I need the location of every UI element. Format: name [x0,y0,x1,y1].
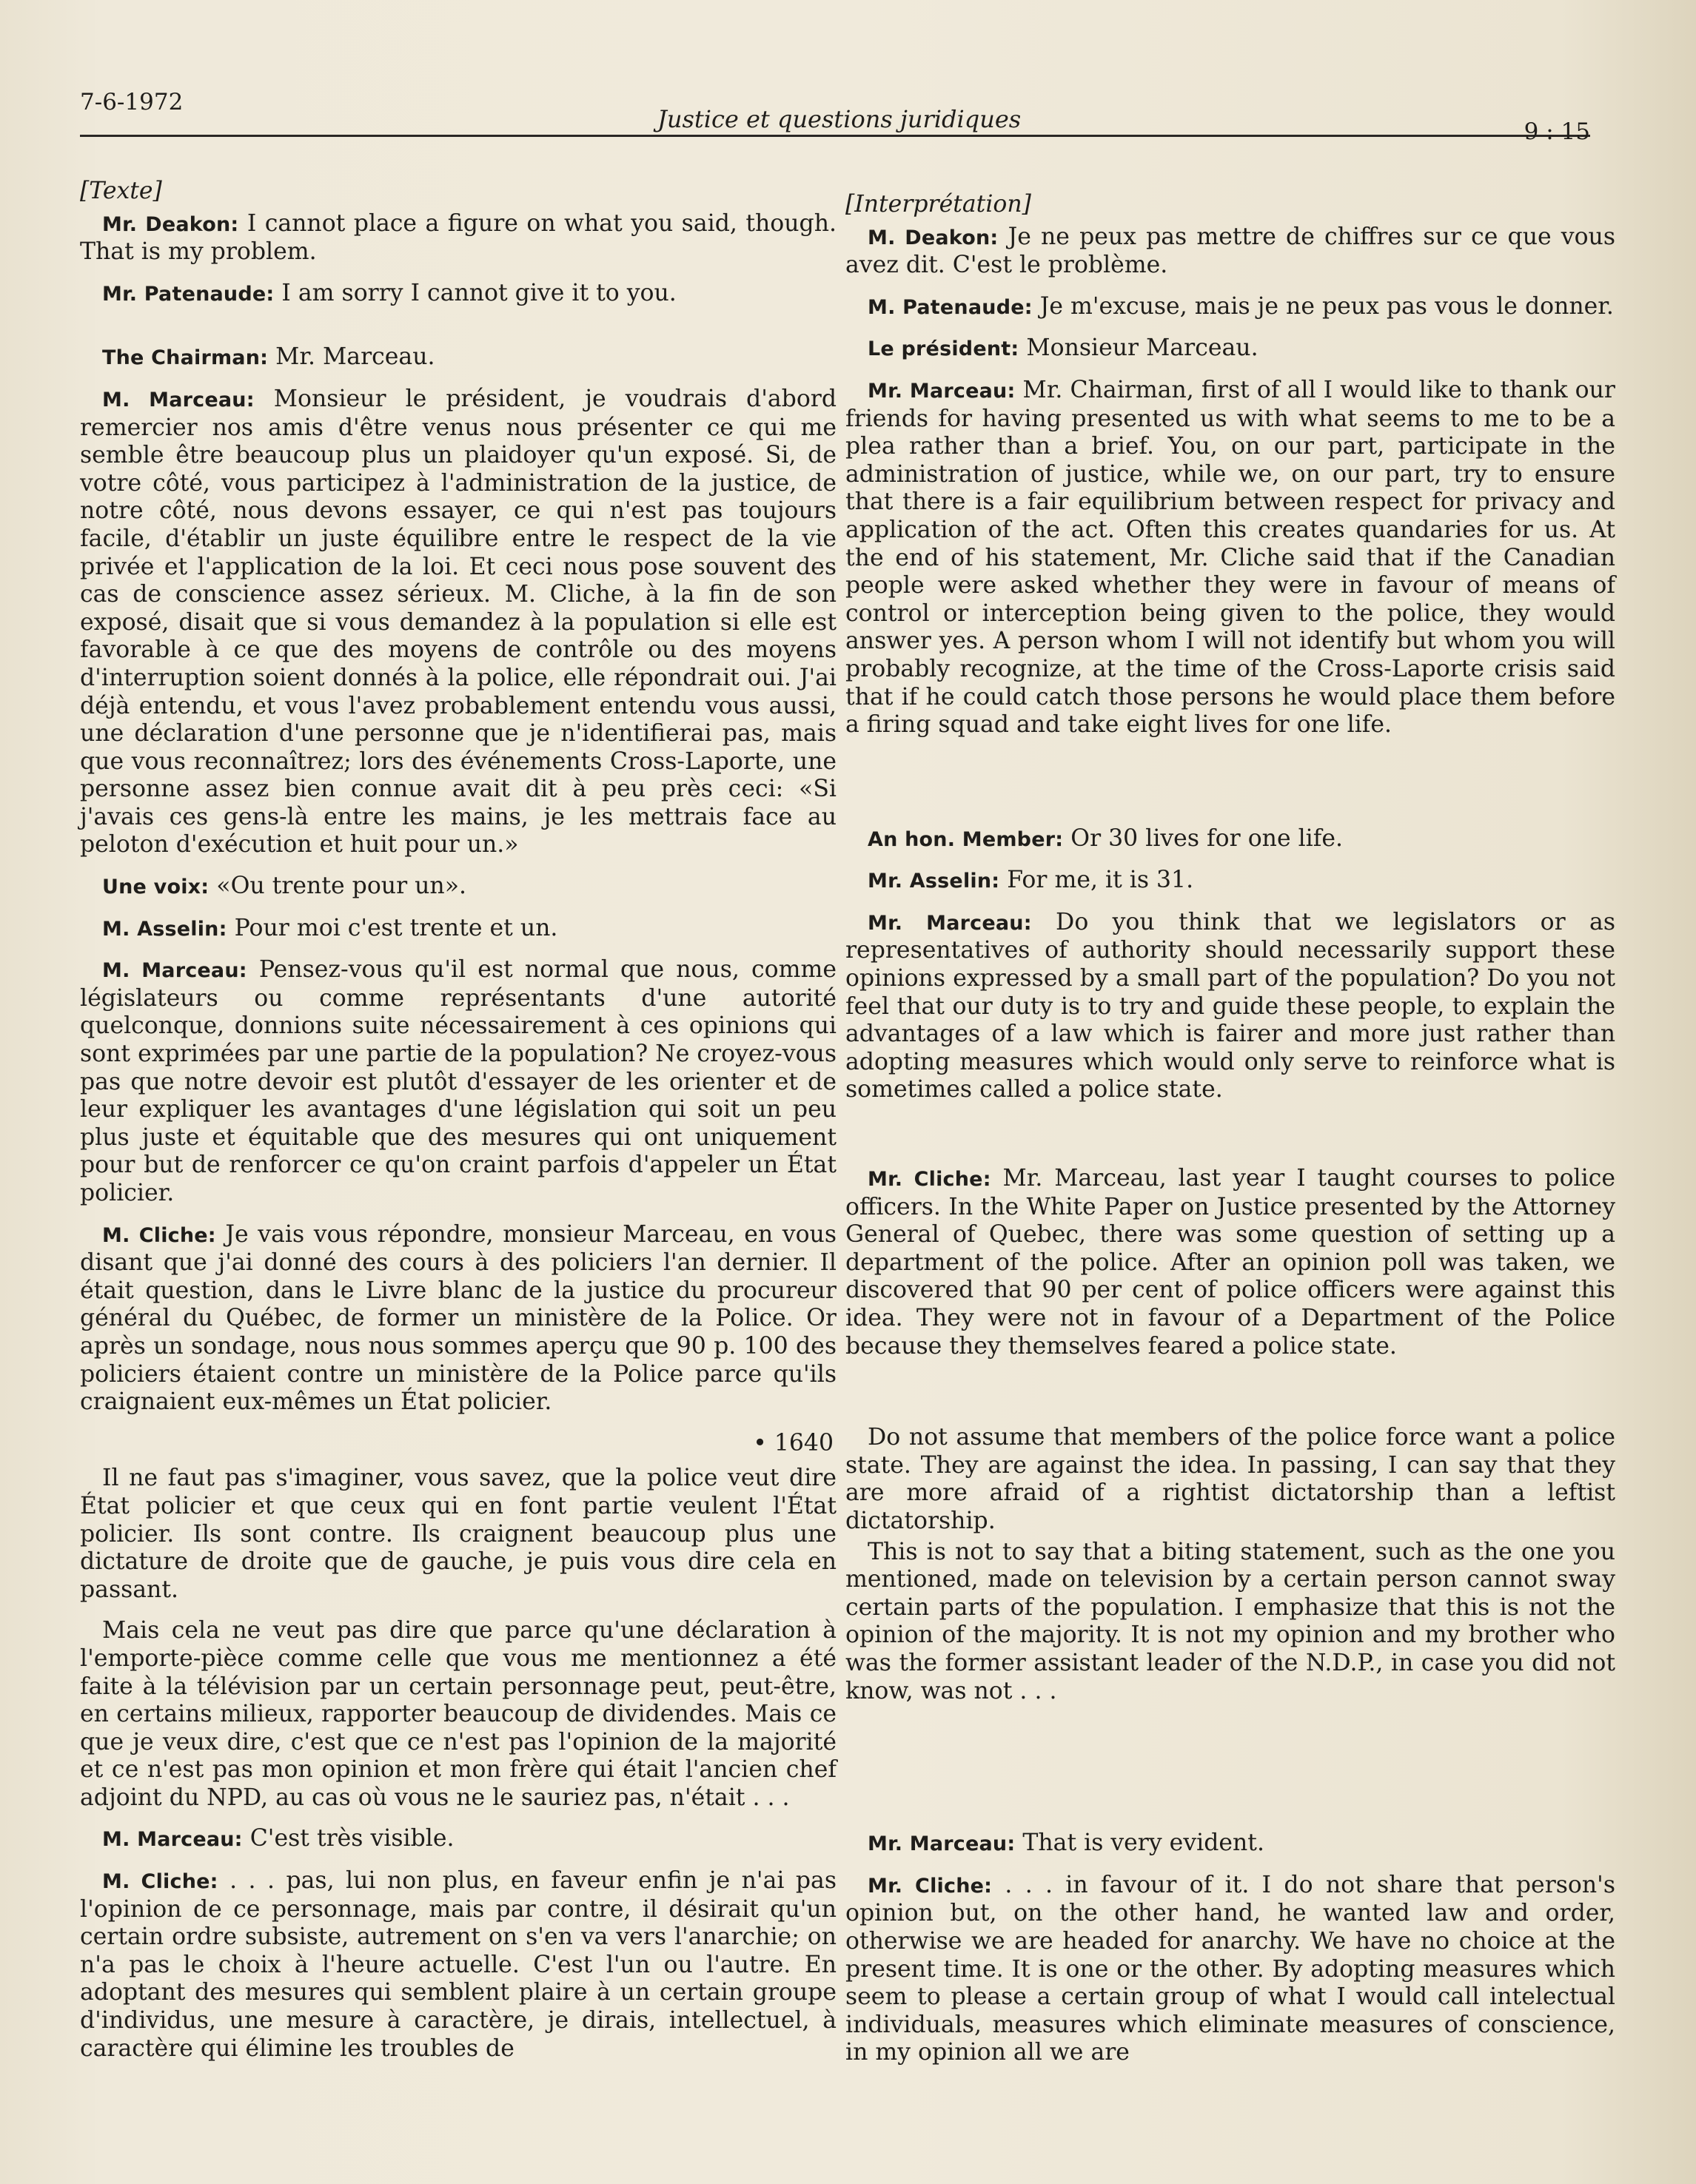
speech-text: Mr. Marceau, last year I taught courses to police officers. In the White Paper on Justice presented by the Attorney General of Quebec, there was some question of setting up a department of the police. After an opinion poll was taken, we discovered that 90 per cent of police officers were against this idea. They were not in favour of a Department of the Police because they themselves feared a police state. [845,1165,1615,1360]
speaker-name: M. Marceau: [102,1828,243,1852]
speaker-name: M. Asselin: [102,917,227,941]
paragraph [80,386,837,859]
paragraph [845,867,1615,896]
speaker-name: The Chairman: [102,346,269,370]
speech-text: Do you think that we legislators or as representatives of authority should necessarily support these opinions expressed by a small part of the population? Do you not feel that our duty is to try and guide these people, to explain the advantages of a law which is fairer and more just rather than adopting measures which would only serve to reinforce what is sometimes called a police state. [845,908,1615,1103]
paragraph [80,280,837,309]
speaker-name: Le président: [868,337,1019,361]
paragraph [80,210,837,266]
paragraph [845,1829,1615,1858]
speaker-name: Mr. Marceau: [868,1832,1016,1856]
speaker-name: Mr. Deakon: [102,212,239,236]
spacer [845,178,1615,191]
paragraph [845,1165,1615,1360]
section-marker: [Texte] [80,178,162,204]
speech-text: I cannot place a figure on what you said, though. That is my problem. [80,209,837,266]
speech-text: Monsieur Marceau. [1019,335,1258,362]
speech-text: That is very evident. [1015,1829,1264,1857]
paragraph [845,335,1615,363]
paragraph: Mais cela ne veut pas dire que parce qu'une déclaration à l'emporte-pièce comme celle que vous me mentionnez a été faite à la télévision par un certain personnage peut, peut-être, en certains milieux, rapporter beaucoup de dividendes. Mais ce que je veux dire, c'est que ce n'est pas l'opinion de la majorité et ce n'est pas mon opinion et mon frère qui était l'ancien chef adjoint du NPD, au cas où vous ne le sauriez pas, n'était . . . [80,1617,837,1811]
speaker-name: Mr. Asselin: [868,870,1000,893]
speech-text: . . . in favour of it. I do not share that person's opinion but, on the other hand, he wanted law and order, otherwise we are headed for anarchy. We have no choice at the present time. It is one or the other. By adopting measures which seem to please a certain group of what I would call intelectual individuals, measures which eliminate measures of conscience, in my opinion all we are [845,1871,1615,2066]
column-french [80,178,837,2076]
paragraph: Il ne faut pas s'imaginer, vous savez, que la police veut dire État policier et que ceux qui en font partie veulent l'État policier. Ils sont contre. Ils craignent beaucoup plus une dictature de droite que de gauche, je puis vous dire cela en passant. [80,1465,837,1603]
speech-text: For me, it is 31. [999,867,1194,894]
speech-text: Mr. Marceau. [268,343,435,371]
speaker-name: Mr. Marceau: [868,379,1016,403]
speaker-name: M. Deakon: [868,226,999,249]
speaker-name: M. Cliche: [102,1223,216,1247]
speech-text: I am sorry I cannot give it to you. [274,279,677,306]
spacer [845,1374,1615,1424]
speech-text: Mr. Chairman, first of all I would like to thank our friends for having presented us with what seems to me to be a plea rather than a brief. You, on our part, participate in the administration of justice, while we, on our part, try to ensure that there is a fair equilibrium between respect for privacy and application of the act. Often this creates quandaries for us. At the end of his statement, Mr. Cliche said that if the Canadian people were asked whether they were in favour of means of control or interception being given to the police, they would answer yes. A person whom I will not identify but whom you will probably recognize, at the time of the Cross-Laporte crisis said that if he could catch those persons he would place them before a firing squad and take eight lives for one life. [845,376,1615,739]
paragraph [845,909,1615,1104]
spacer [845,1718,1615,1829]
speaker-name: Une voix: [102,876,210,899]
paragraph [80,956,837,1207]
speech-text: Pensez-vous qu'il est normal que nous, comme législateurs ou comme représentants d'une autorité quelconque, donnions suite nécessairement à ces opinions qui sont exprimées par une partie de la population? Ne croyez-vous pas que notre devoir est plutôt d'essayer de les orienter et de leur expliquer les avantages d'une législation qui soit un peu plus juste et équitable que des mesures qui ont uniquement pour but de renforcer ce qu'on craint parfois d'appeler un État policier. [80,956,837,1206]
paragraph [845,224,1615,280]
speaker-name: Mr. Cliche: [868,1168,991,1192]
spacer [845,1118,1615,1165]
paragraph [80,343,837,372]
speaker-name: Mr. Cliche: [868,1874,993,1898]
section-marker: [Interprétation] [845,191,1031,218]
paragraph [80,1867,837,2063]
speaker-name: M. Patenaude: [868,295,1033,319]
header-title: Justice et questions juridiques [657,105,1022,133]
speech-text: «Ou trente pour un». [209,873,466,900]
speech-text: Je vais vous répondre, monsieur Marceau, en vous disant que j'ai donné des cours à des policiers l'an dernier. Il était question, dans le Livre blanc de la justice du procureur général du Québec, de former un ministère de la Police. Or après un sondage, nous nous sommes aperçu que 90 p. 100 des policiers étaient contre un ministère de la Police parce qu'ils craignaient eux-mêmes un État policier. [80,1220,837,1416]
column-english [845,178,1615,2080]
paragraph [80,915,837,944]
speaker-name: An hon. Member: [868,827,1064,851]
header-page-number: 9 : 15 [1524,118,1590,145]
speech-text: Je m'excuse, mais je ne peux pas vous le donner. [1032,292,1614,320]
speech-text: Monsieur le président, je voudrais d'abord remercier nos amis d'être venus nous présenter ce qui me semble être beaucoup plus un plaidoyer qu'un exposé. Si, de votre côté, vous participez à l'administration de la justice, de notre côté, nous devons essayer, ce qui n'est pas toujours facile, d'établir un juste équilibre entre le respect de la vie privée et l'application de la loi. Et ceci nous pose souvent des cas de conscience assez sérieux. M. Cliche, à la fin de son exposé, disait que si vous demandez à la population si elle est favorable à ce que des moyens de contrôle ou des moyens d'interruption soient donnés à la police, elle répondrait oui. J'ai déjà entendu, et vous l'avez probablement entendu vous aussi, une déclaration d'une personne que je n'identifierai pas, mais que vous reconnaîtrez; lors des événements Cross-Laporte, une personne assez bien connue avait dit à peu près ceci: «Si j'avais ces gens-là entre les mains, je les mettrais face au peloton d'exécution et huit pour un.» [80,385,837,859]
paragraph: Do not assume that members of the police force want a police state. They are against the idea. In passing, I can say that they are more afraid of a rightist dictatorship than a leftist dictatorship. [845,1424,1615,1534]
paragraph [80,1825,837,1854]
paragraph [80,873,837,901]
speech-text: . . . pas, lui non plus, en faveur enfin je n'ai pas l'opinion de ce personnage, mais par contre, il désirait qu'un certain ordre subsiste, autrement on s'en va vers l'anarchie; on n'a pas le choix à l'heure actuelle. C'est l'un ou l'autre. En adoptant des mesures qui semblent plaire à un certain groupe d'individus, une mesure à caractère, je dirais, intellectuel, à caractère qui élimine les troubles de [80,1867,837,2062]
spacer [80,321,837,343]
paragraph [845,377,1615,739]
speaker-name: Mr. Marceau: [868,911,1032,935]
paragraph [845,1872,1615,2067]
speaker-name: M. Marceau: [102,388,255,411]
paragraph: This is not to say that a biting statement, such as the one you mentioned, made on television by a certain person cannot sway certain parts of the population. I emphasize that this is not the opinion of the majority. It is not my opinion and my brother who was the former assistant leader of the N.D.P., in case you did not know, was not . . . [845,1538,1615,1704]
header-date: 7-6-1972 [80,89,184,115]
speech-text: Or 30 lives for one life. [1063,824,1344,852]
spacer [845,753,1615,825]
speaker-name: Mr. Patenaude: [102,282,275,306]
speaker-name: M. Marceau: [102,959,247,983]
speech-text: Pour moi c'est trente et un. [227,914,558,941]
paragraph [845,825,1615,854]
speaker-name: M. Cliche: [102,1870,218,1894]
speech-text: C'est très visible. [242,1825,455,1852]
paragraph [80,1221,837,1417]
paragraph [845,293,1615,322]
time-stamp: • 1640 [753,1429,834,1456]
running-header [80,83,1590,145]
speech-text: Je ne peux pas mettre de chiffres sur ce que vous avez dit. C'est le problème. [845,223,1615,279]
